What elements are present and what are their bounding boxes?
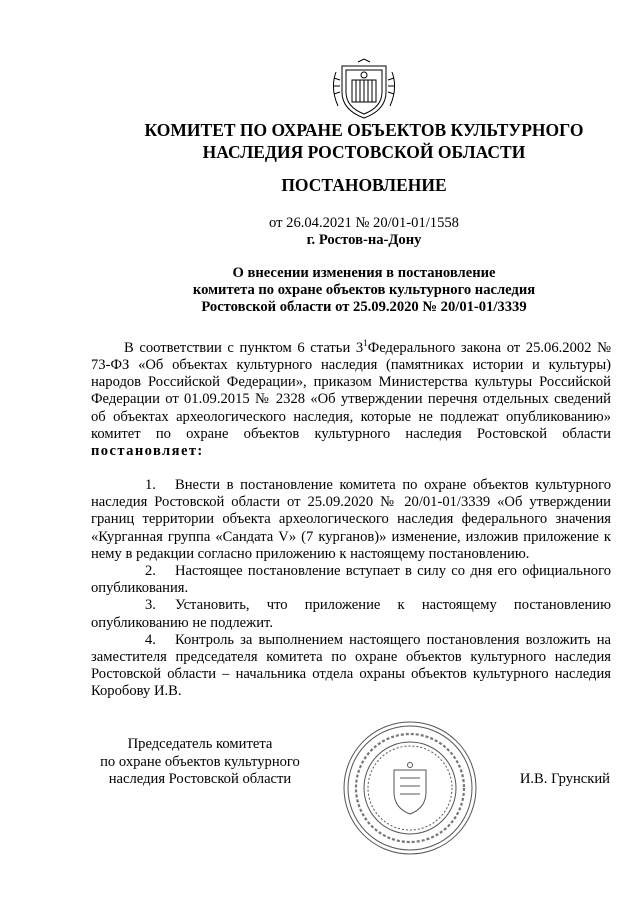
intro-part-1: В соответствии с пунктом 6 статьи 3 bbox=[124, 339, 364, 356]
intro-part-2: Федерального закона от 25.06.2002 № 73-ФЗ «Об объектах культурного наследия (памятниках истории и культуры) народов Российской Федерации», приказом Министерства культуры Российской Федерации от 01.09.2015 № 2328 «Об утверждении перечня отдельных сведений об объектах археологического наследия, которые не подлежат опубликованию» комитет по охране объектов культурного наследия Ростовской области bbox=[91, 339, 612, 442]
item-number: 4. bbox=[145, 631, 156, 648]
item-number: 1. bbox=[145, 477, 156, 493]
item-text: Установить, что приложение к настоящему постановлению опубликованию не подлежит. bbox=[91, 597, 611, 631]
list-item bbox=[91, 563, 611, 597]
subject-line-3: Ростовской области от 25.09.2020 № 20/01-01/3339 bbox=[201, 299, 527, 315]
document-type: ПОСТАНОВЛЕНИЕ bbox=[281, 175, 447, 195]
org-line-1: КОМИТЕТ ПО ОХРАНЕ ОБЪЕКТОВ КУЛЬТУРНОГО bbox=[144, 120, 584, 140]
decision-word: постановляет: bbox=[91, 443, 204, 460]
signatory-title-line-2: по охране объектов культурного bbox=[100, 753, 300, 770]
document-date-number: от 26.04.2021 № 20/01-01/1558 bbox=[269, 215, 459, 231]
signatory-title-line-3: наследия Ростовской области bbox=[108, 771, 292, 787]
item-number: 2. bbox=[145, 563, 156, 580]
item-number: 3. bbox=[145, 597, 156, 614]
item-text: Настоящее постановление вступает в силу со дня его официального опубликования. bbox=[91, 563, 611, 597]
signatory-name: И.В. Грунский bbox=[519, 771, 610, 787]
item-text: Внести в постановление комитета по охране объектов культурного наследия Ростовской области от 25.09.2020 № 20/01-01/3339 «Об утверждении границ территории объекта археологического наследия федерального значения «Курганная группа «Сандата V» (7 курганов)» изменение, изложив приложение к нему в редакции согласно приложению к настоящему постановлению. bbox=[91, 477, 611, 562]
subject-line-2: комитета по охране объектов культурного наследия bbox=[192, 282, 536, 298]
list-item bbox=[91, 477, 611, 563]
org-line-2: НАСЛЕДИЯ РОСТОВСКОЙ ОБЛАСТИ bbox=[202, 142, 526, 162]
subject-line-1: О внесении изменения в постановление bbox=[232, 265, 496, 281]
signatory-title-line-1: Председатель комитета bbox=[127, 736, 273, 752]
official-seal-stamp bbox=[340, 718, 480, 858]
intro-superscript: 1 bbox=[363, 338, 368, 348]
signatory-title bbox=[100, 736, 300, 789]
decision-items bbox=[91, 477, 611, 701]
list-item bbox=[91, 597, 611, 631]
intro-paragraph bbox=[91, 335, 611, 460]
list-item bbox=[91, 632, 611, 701]
item-text: Контроль за выполнением настоящего постановления возложить на заместителя председателя комитета по охране объектов культурного наследия Ростовской области – начальника отдела охраны объектов культурного наследия Коробову И.В. bbox=[91, 631, 611, 700]
document-subject bbox=[100, 265, 628, 316]
organization-name bbox=[100, 119, 628, 163]
document-city: г. Ростов-на-Дону bbox=[306, 232, 422, 248]
coat-of-arms-icon bbox=[328, 58, 400, 122]
